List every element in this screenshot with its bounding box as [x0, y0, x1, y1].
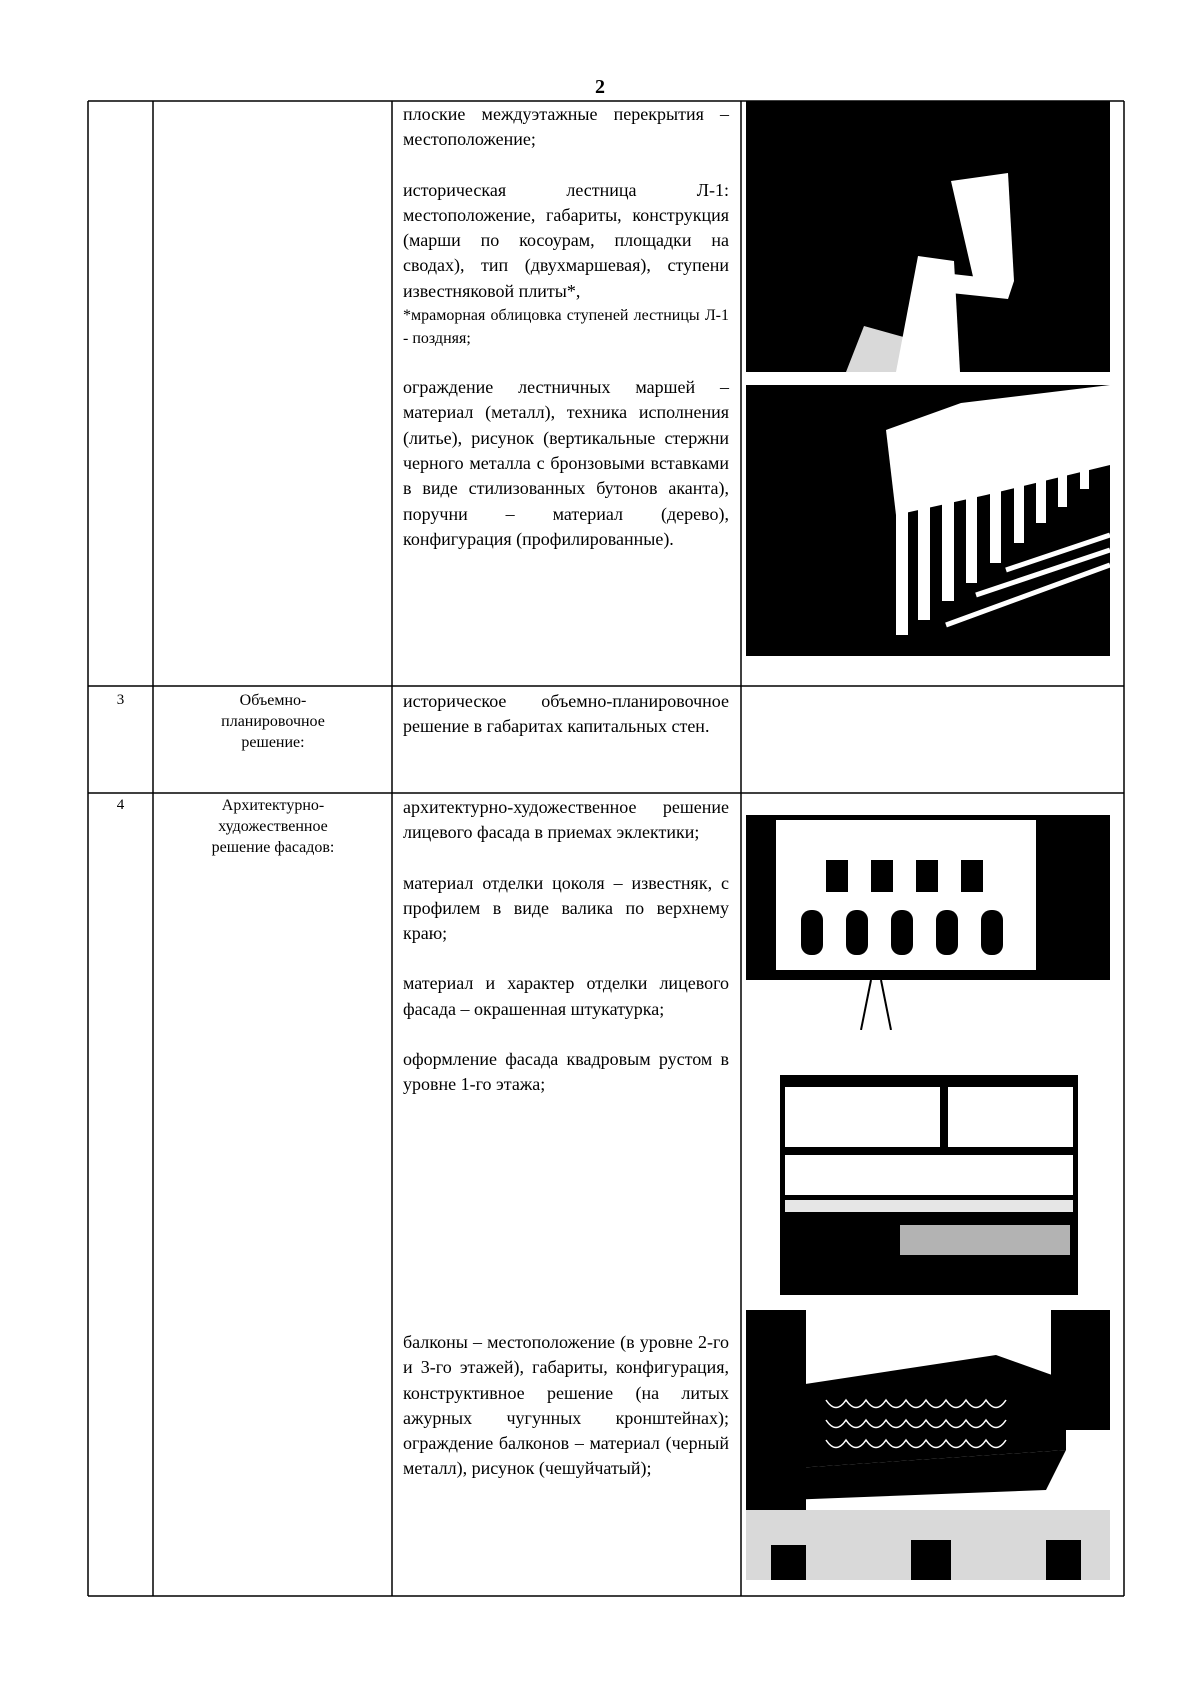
paragraph-staircase: историческая лестница Л-1: местоположение, габариты, конструкция (марши по косоурам, площадки на сводах), тип (двухмаршевая), ступени известняковой плиты*, [403, 179, 729, 301]
row-volume-text [403, 689, 729, 740]
staircase-photo [746, 101, 1110, 372]
facade-photo [746, 815, 1110, 1030]
paragraph-railing: ограждение лестничных маршей – материал (металл), техника исполнения (литье), рисунок (вертикальные стержни черного металла с бронзовыми вставками в виде стилизованных бутонов аканта), поручни – материал (дерево), конфигурация (профилированные). [403, 377, 729, 549]
row-section-name: Архитектурно-художественное решение фасадов: [211, 797, 335, 856]
paragraph-rustication: оформление фасада квадровым рустом в уровне 1-го этажа; [403, 1049, 729, 1095]
stair-railing-photo [746, 385, 1110, 656]
row-section-name: Объемно-планировочное решение: [221, 692, 325, 751]
paragraph-plinth: материал отделки цоколя – известняк, с профилем в виде валика по верхнему краю; [403, 872, 729, 944]
paragraph-volume-plan: историческое объемно-планировочное решение в габаритах капитальных стен. [403, 691, 729, 737]
paragraph-marble-note: *мраморная облицовка ступеней лестницы Л-1 - поздняя; [403, 307, 729, 348]
row-number: 3 [116, 692, 125, 708]
rustication-photo [780, 1075, 1078, 1295]
paragraph-balconies: балконы – местоположение (в уровне 2-го и 3-го этажей), габариты, конфигурация, конструктивное решение (на литых ажурных чугунных кронштейнах); ограждение балконов – материал (черный металл), рисунок (чешуйчатый); [403, 1332, 729, 1479]
row-facade-text [403, 795, 729, 1098]
row-continuation-text [403, 102, 729, 552]
row-balcony-text [403, 1330, 729, 1482]
balcony-photo [746, 1310, 1110, 1580]
paragraph-floors: плоские междуэтажные перекрытия – местоположение; [403, 104, 729, 150]
paragraph-plaster: материал и характер отделки лицевого фасада – окрашенная штукатурка; [403, 973, 729, 1019]
page-number: 2 [595, 76, 605, 98]
paragraph-facade-style: архитектурно-художественное решение лицевого фасада в приемах эклектики; [403, 797, 729, 843]
row-number: 4 [116, 797, 125, 813]
